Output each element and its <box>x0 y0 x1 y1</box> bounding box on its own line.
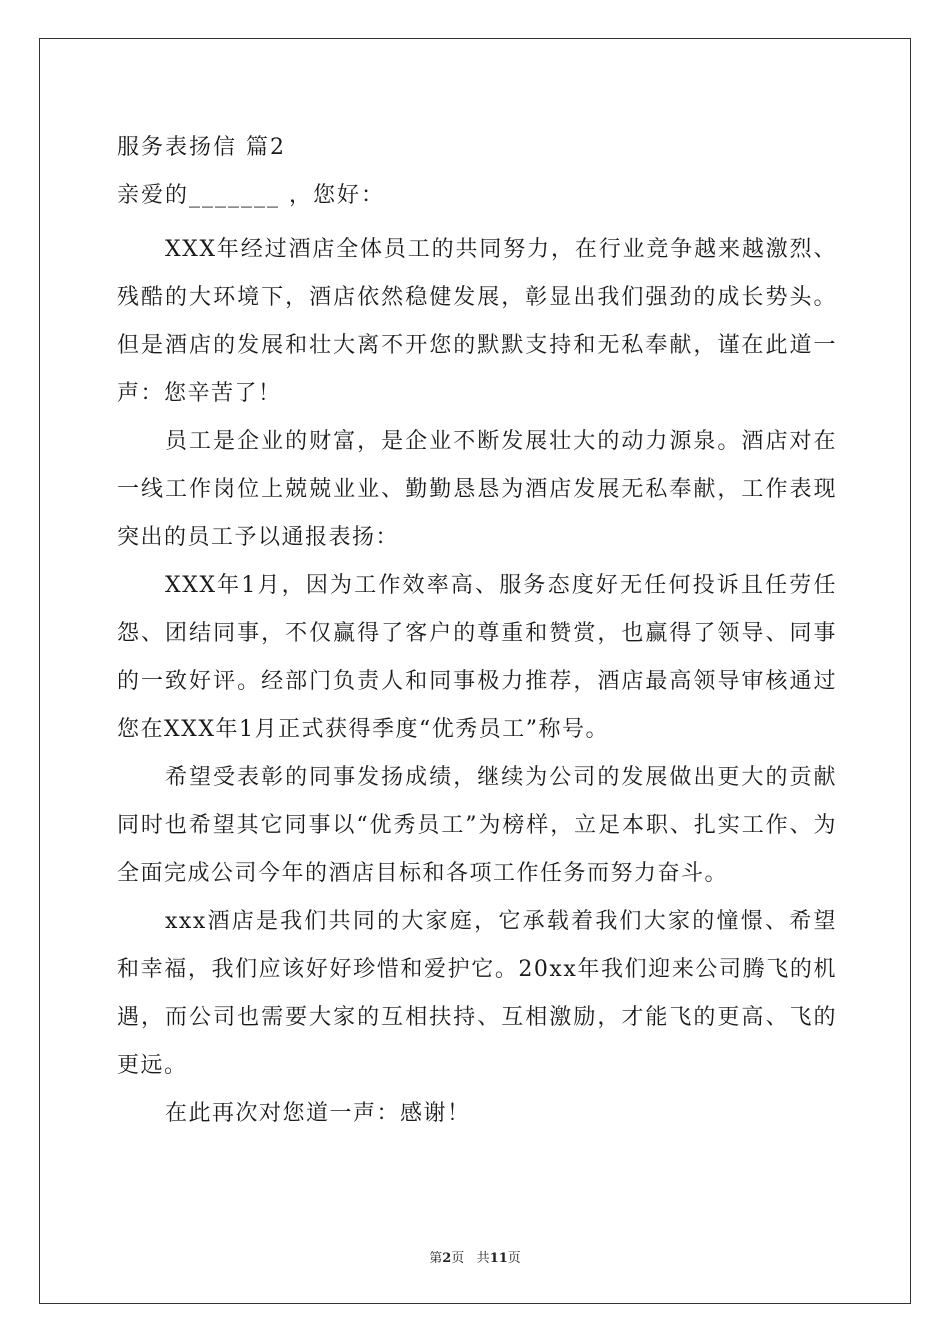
paragraph-award: XXX年1月，因为工作效率高、服务态度好无任何投诉且任劳任怨、团结同事，不仅赢得了客户的尊重和赞赏，也赢得了领导、同事的一致好评。经部门负责人和同事极力推荐，酒店最高领导审核通过您在XXX年1月正式获得季度“优秀员工”称号。 <box>117 573 837 742</box>
paragraph-hope: 希望受表彰的同事发扬成绩，继续为公司的发展做出更大的贡献同时也希望其它同事以“优秀员工”为榜样，立足本职、扎实工作、为全面完成公司今年的酒店目标和各项工作任务而努力奋斗。 <box>117 765 837 886</box>
page-number: 2 <box>442 1251 452 1266</box>
paragraph-intro: XXX年经过酒店全体员工的共同努力，在行业竞争越来越激烈、残酷的大环境下，酒店依然稳健发展，彰显出我们强劲的成长势头。但是酒店的发展和壮大离不开您的默默支持和无私奉献，谨在此道一声：您辛苦了！ <box>117 237 837 406</box>
page-prefix: 第 <box>429 1251 443 1266</box>
paragraph-thanks: 在此再次对您道一声：感谢！ <box>165 1101 471 1126</box>
page-footer <box>0 1247 950 1266</box>
greeting-line: 亲爱的_______ ，您好： <box>117 183 385 208</box>
paragraph-family: xxx酒店是我们共同的大家庭，它承载着我们大家的憧憬、希望和幸福，我们应该好好珍惜和爱护它。20xx年我们迎来公司腾飞的机遇，而公司也需要大家的互相扶持、互相激励，才能飞的更高、飞的更远。 <box>117 909 837 1078</box>
total-pages: 11 <box>489 1251 508 1266</box>
paragraph-praise: 员工是企业的财富，是企业不断发展壮大的动力源泉。酒店对在一线工作岗位上兢兢业业、勤勤恳恳为酒店发展无私奉献，工作表现突出的员工予以通报表扬： <box>117 429 837 550</box>
document-body <box>117 128 837 1138</box>
total-prefix: 共 <box>476 1251 490 1266</box>
page-suffix: 页 <box>451 1251 465 1266</box>
document-title: 服务表扬信 篇2 <box>117 135 286 160</box>
total-suffix: 页 <box>507 1251 521 1266</box>
